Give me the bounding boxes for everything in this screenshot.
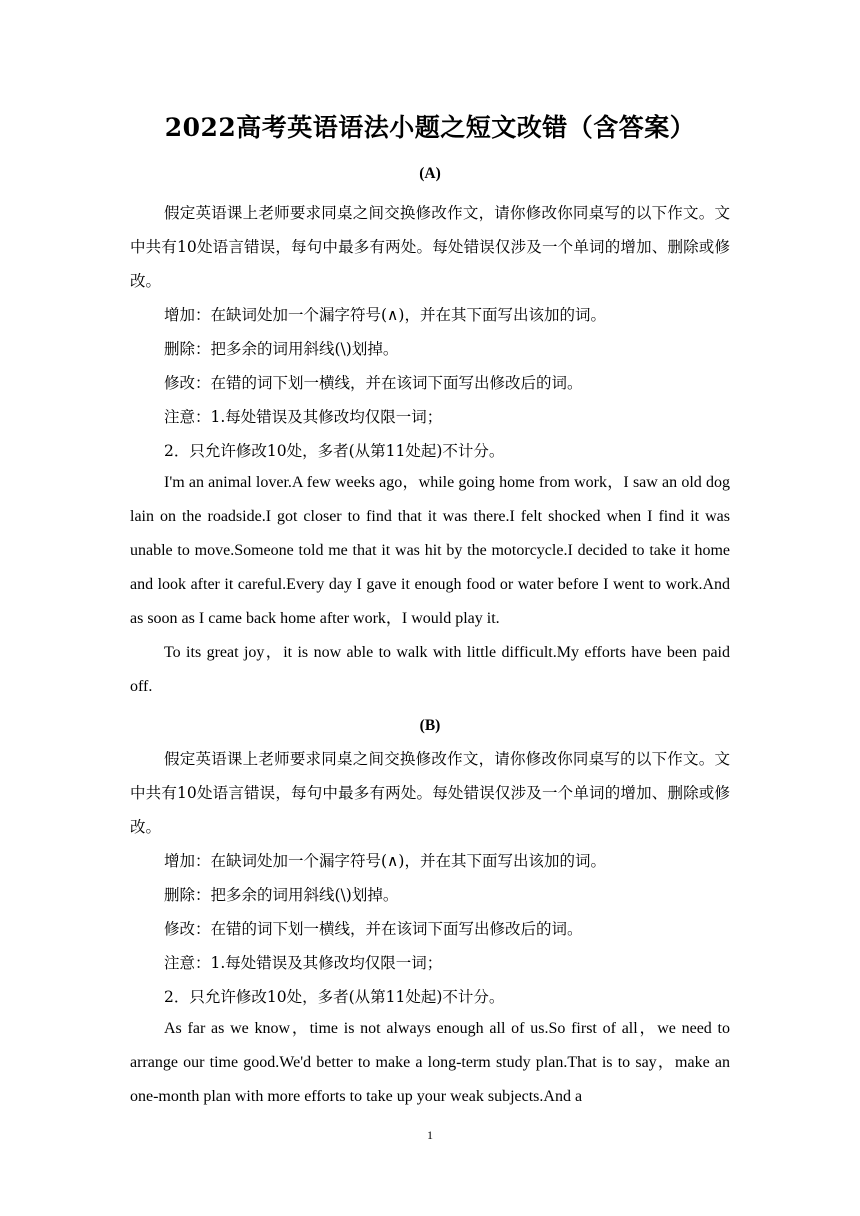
section-a-instruction: 假定英语课上老师要求同桌之间交换修改作文，请你修改你同桌写的以下作文。文中共有10处语言错误，每句中最多有两处。每处错误仅涉及一个单词的增加、删除或修改。 [130,204,730,290]
section-a-passage-2: To its great joy，it is now able to walk with little difficult.My efforts have been paid off. [130,644,730,695]
section-a-rule-delete: 删除：把多余的词用斜线(\)划掉。 [164,340,399,358]
section-b-rule-delete: 删除：把多余的词用斜线(\)划掉。 [164,886,399,904]
section-b-heading: (B) [419,717,441,734]
section-b-note-1: 注意：1.每处错误及其修改均仅限一词； [164,954,443,972]
section-b-passage-1: As far as we know，time is not always enough all of us.So first of all，we need to arrange our time good.We'd better to make a long-term study plan.That is to say，make an one-month plan with more efforts to take up your weak subjects.And a [130,1020,730,1105]
document-title: 2022高考英语语法小题之短文改错（含答案） [164,113,696,142]
section-b-rule-modify: 修改：在错的词下划一横线，并在该词下面写出修改后的词。 [164,920,583,938]
section-a-rule-modify: 修改：在错的词下划一横线，并在该词下面写出修改后的词。 [164,374,583,392]
section-b-note-2: 2．只允许修改10处，多者(从第11处起)不计分。 [164,988,505,1006]
section-a-rule-add: 增加：在缺词处加一个漏字符号(∧)，并在其下面写出该加的词。 [164,306,606,324]
section-b-rule-add: 增加：在缺词处加一个漏字符号(∧)，并在其下面写出该加的词。 [164,852,606,870]
page-number: 1 [427,1128,433,1142]
section-a-note-2: 2．只允许修改10处，多者(从第11处起)不计分。 [164,442,505,460]
section-a-note-1: 注意：1.每处错误及其修改均仅限一词； [164,408,443,426]
section-a-passage-1: I'm an animal lover.A few weeks ago，while going home from work，I saw an old dog lain on the roadside.I got closer to find that it was there.I felt shocked when I find it was unable to move.Someone told me that it was hit by the motorcycle.I decided to take it home and look after it careful.Every day I gave it enough food or water before I went to work.And as soon as I came back home after work，I would play it. [130,474,730,627]
section-b-instruction: 假定英语课上老师要求同桌之间交换修改作文，请你修改你同桌写的以下作文。文中共有10处语言错误，每句中最多有两处。每处错误仅涉及一个单词的增加、删除或修改。 [130,750,730,836]
section-a-heading: (A) [419,165,441,182]
